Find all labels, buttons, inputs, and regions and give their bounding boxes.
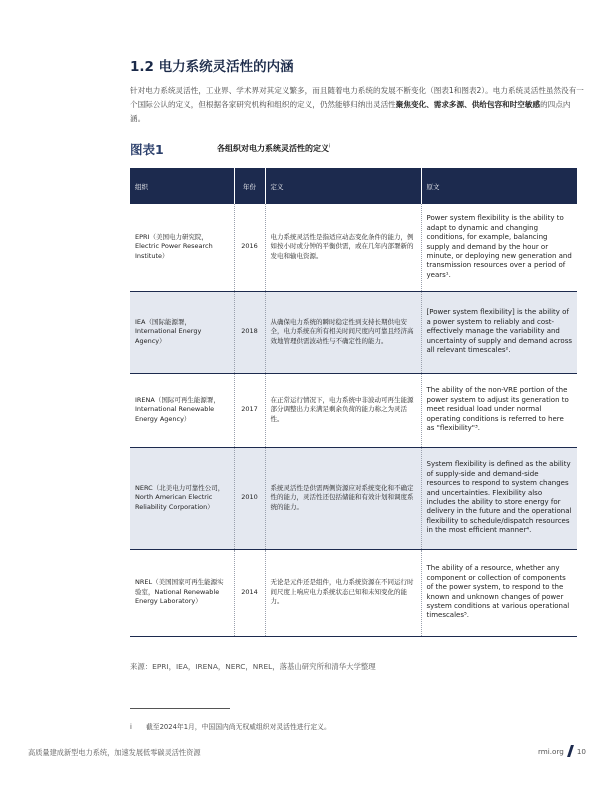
figure-title-footnote-ref: i <box>329 143 331 150</box>
cell-year: 2018 <box>234 291 265 373</box>
header-org: 组织 <box>130 168 234 204</box>
table-row <box>130 373 577 447</box>
header-year: 年份 <box>234 168 265 204</box>
figure-title <box>217 143 330 154</box>
cell-original: The ability of a resource, whether any component or collection of components of the power system, to respond to the known and unknown changes of power system conditions at various operational timescales⁵. <box>421 549 577 636</box>
footnote <box>130 721 331 731</box>
page-number: 10 <box>576 746 586 756</box>
header-original: 原文 <box>421 168 577 204</box>
intro-text-2: 的四点内涵。 <box>130 100 571 123</box>
table-row <box>130 549 577 636</box>
cell-year: 2014 <box>234 549 265 636</box>
cell-year: 2016 <box>234 204 265 291</box>
intro-bold-text: 聚焦变化、需求多源、供给包容和时空敏感 <box>395 100 541 109</box>
footnote-divider <box>130 708 230 709</box>
source-note: 来源：EPRI，IEA，IRENA，NERC，NREL，落基山研究所和清华大学整理 <box>130 662 376 671</box>
intro-text-1: 针对电力系统灵活性，工业界、学术界对其定义繁多，而且随着电力系统的发展不断变化（图表1和图表2）。电力系统灵活性虽然没有一个国际公认的定义，但根据各家研究机构和组织的定义，仍然能够归纳出灵活性 <box>130 86 584 109</box>
cell-year: 2017 <box>234 373 265 447</box>
intro-paragraph <box>130 84 585 126</box>
footer-site-link[interactable]: rmi.org <box>537 746 564 756</box>
cell-original: The ability of the non-VRE portion of the power system to adjust its generation to meet residual load under normal operating conditions is referred to here as "flexibility"³. <box>421 373 577 447</box>
section-title: 1.2 电力系统灵活性的内涵 <box>130 59 294 75</box>
cell-definition: 在正常运行情况下，电力系统中非波动可再生能源部分调整出力来满足剩余负荷的能力称之为灵活性。 <box>265 373 421 447</box>
table-header-row <box>130 168 577 204</box>
figure-title-text: 各组织对电力系统灵活性的定义 <box>217 144 329 153</box>
footnote-text: 截至2024年1月，中国国内尚无权威组织对灵活性进行定义。 <box>146 723 331 731</box>
cell-year: 2010 <box>234 447 265 549</box>
cell-org: NERC（北美电力可靠性公司，North American Electric Reliability Corporation） <box>130 447 234 549</box>
cell-org: EPRI（美国电力研究院，Electric Power Research Institute） <box>130 204 234 291</box>
definitions-table <box>130 168 577 637</box>
cell-definition: 从确保电力系统的瞬时稳定性到支持长期供电安全，电力系统在所有相关时间尺度内可靠且经济高效地管理供需波动性与不确定性的能力。 <box>265 291 421 373</box>
table-row <box>130 204 577 291</box>
cell-org: IEA（国际能源署，International Energy Agency） <box>130 291 234 373</box>
cell-org: NREL（美国国家可再生能源实验室，National Renewable Energy Laboratory） <box>130 549 234 636</box>
cell-original: Power system flexibility is the ability to adapt to dynamic and changing conditions, for example, balancing supply and demand by the hour or minute, or deploying new generation and transmission resources over a period of years¹. <box>421 204 577 291</box>
slash-icon <box>567 745 574 757</box>
header-definition: 定义 <box>265 168 421 204</box>
table-row <box>130 447 577 549</box>
cell-original: [Power system flexibility] is the ability of a power system to reliably and cost-effectively manage the variability and uncertainty of supply and demand across all relevant timescales². <box>421 291 577 373</box>
cell-definition: 电力系统灵活性是指适应动态变化条件的能力，例如按小时或分钟的平衡供需，或在几年内部署新的发电和输电资源。 <box>265 204 421 291</box>
cell-definition: 系统灵活性是供需两侧资源应对系统变化和不确定性的能力，灵活性还包括储能和有效计划和调度系统的能力。 <box>265 447 421 549</box>
footnote-mark: i <box>130 723 132 731</box>
cell-original: System flexibility is defined as the ability of supply-side and demand-side resources to respond to system changes and uncertainties. Flexibility also includes the ability to store energy for delivery in the future and the operational flexibility to schedule/dispatch resources in the most efficient manner⁴. <box>421 447 577 549</box>
figure-label: 图表1 <box>130 142 164 157</box>
footer-title: 高质量建成新型电力系统，加速发展低零碳灵活性资源 <box>28 748 201 757</box>
cell-definition: 无论是元件还是组件，电力系统资源在不同运行时间尺度上响应电力系统状态已知和未知变化的能力。 <box>265 549 421 636</box>
table-row <box>130 291 577 373</box>
footer-page-info <box>538 745 586 757</box>
cell-org: IRENA（国际可再生能源署，International Renewable Energy Agency） <box>130 373 234 447</box>
